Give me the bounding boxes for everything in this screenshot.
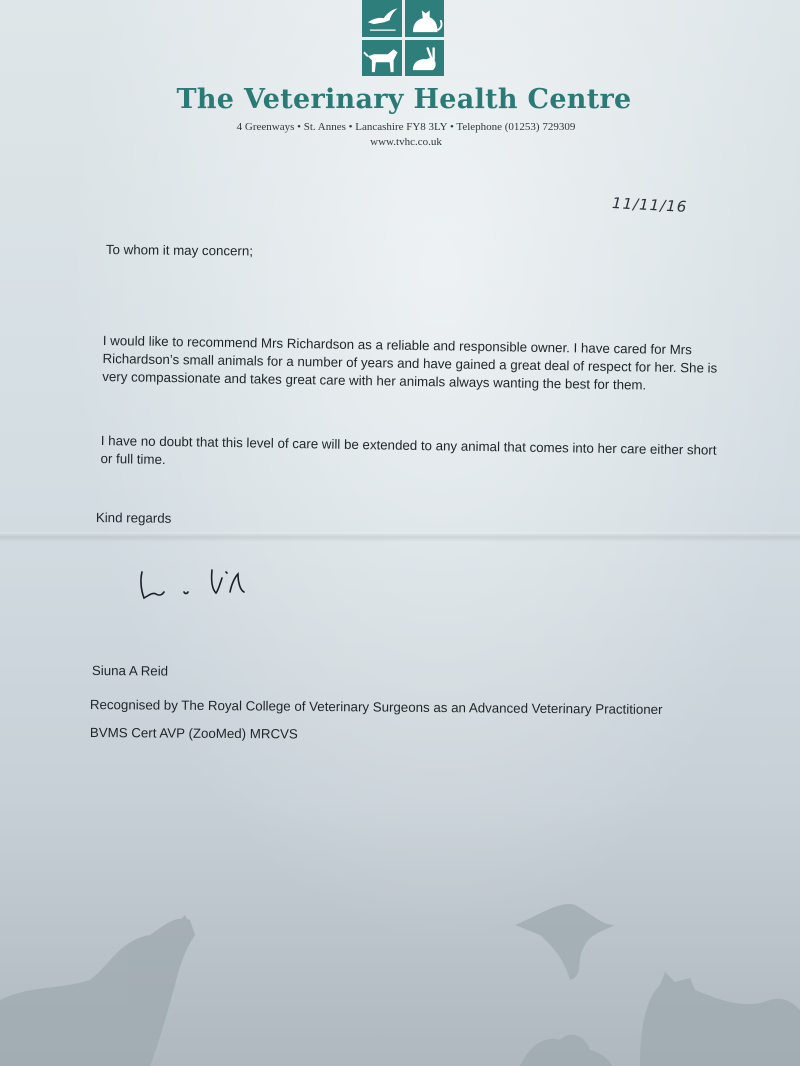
cat-icon <box>405 0 445 37</box>
bird-tile <box>362 0 402 37</box>
letter-date: 11/11/16 <box>611 194 688 216</box>
salutation: To whom it may concern; <box>105 241 254 259</box>
dog-tile <box>362 40 402 77</box>
body-paragraph-1: I would like to recommend Mrs Richardson as a reliable and responsible owner. I have cared for Mrs Richardson’s small animals for a number of years and have gained a great deal of respect for her. She is very compassionate and takes great care with her animals always wanting the best for them. <box>102 332 718 393</box>
rabbit-tile <box>405 40 445 77</box>
cat-tile <box>405 0 445 37</box>
practice-address: 4 Greenways • St. Annes • Lancashire FY8 3LY • Telephone (01253) 729309 <box>236 121 576 133</box>
rabbit-icon <box>405 40 445 77</box>
body-paragraph-2: I have no doubt that this level of care will be extended to any animal that comes into her care either short or full time. <box>100 432 717 468</box>
handwritten-signature <box>132 562 262 606</box>
bird-icon <box>362 0 402 37</box>
closing: Kind regards <box>95 509 172 526</box>
practice-website: www.tvhc.co.uk <box>370 136 442 148</box>
signer-qualifications: BVMS Cert AVP (ZooMed) MRCVS <box>89 725 298 742</box>
practice-logo <box>362 0 444 76</box>
practice-name: The Veterinary Health Centre <box>176 84 632 115</box>
dog-icon <box>362 40 402 77</box>
signer-name: Siuna A Reid <box>91 663 169 679</box>
signer-recognition: Recognised by The Royal College of Veterinary Surgeons as an Advanced Veterinary Practitioner <box>89 696 663 717</box>
